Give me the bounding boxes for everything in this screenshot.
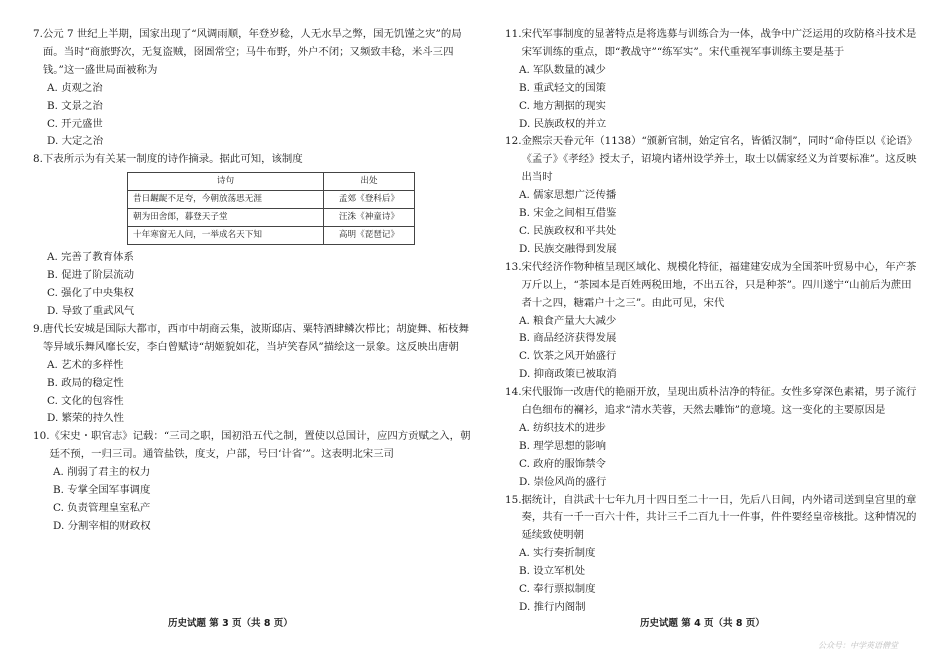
option-a: A. 粮食产量大大减少	[519, 314, 617, 327]
table-cell-source: 高明《琵琶记》	[324, 227, 415, 245]
question-stem: 公元 7 世纪上半期，国家出现了“风调雨顺，年登岁稔，人无水旱之弊，国无饥馑之灾”的局面。当时“商旅野次，无复盗贼，囹圄常空；马牛布野，外户不闭；又频致丰稔，米斗三四钱。”这一盛世局面被称为	[42, 28, 462, 76]
page-footer-left: 历史试题 第 3 页（共 8 页）	[168, 618, 293, 629]
left-page-column	[33, 26, 473, 536]
question-number: 8.	[33, 153, 43, 166]
option-c: C. 饮茶之风开始盛行	[519, 350, 617, 363]
question-stem: 唐代长安城是国际大都市，西市中胡商云集，波斯邸店、粟特酒肆鳞次栉比；胡旋舞、柘枝舞等异域乐舞风靡长安，李白曾赋诗“胡姬貌如花，当垆笑春风”描绘这一景象。这反映出唐朝	[42, 322, 469, 353]
column-header-poem: 诗句	[128, 173, 324, 191]
column-header-source: 出处	[324, 173, 415, 191]
question-stem: 宋代军事制度的显著特点是将选募与训练合为一体，战争中广泛运用的攻防格斗技术是宋军训练的重点，即“教战守”“练军实”。宋代重视军事训练主要是基于	[521, 28, 917, 58]
option-a: A. 军队数量的减少	[519, 63, 606, 76]
question-stem: 金熙宗天眷元年（1138）“颁新官制，始定官名，皆循汉制”，同时“命侍臣以《论语》《孟子》《孝经》授太子，诏境内诸州设学养士，取士以儒家经义为首要标准”。这反映出当时	[521, 135, 917, 184]
question-7	[33, 26, 473, 151]
question-number: 15.	[505, 493, 522, 506]
question-number: 7.	[33, 28, 43, 40]
option-c: C. 负责管理皇室私产	[53, 501, 151, 514]
question-number: 11.	[505, 28, 522, 40]
option-a: A. 贞观之治	[47, 81, 103, 94]
question-13	[505, 259, 917, 384]
question-12	[505, 133, 917, 258]
option-c: C. 开元盛世	[47, 117, 103, 130]
option-a: A. 艺术的多样性	[47, 358, 124, 371]
option-b: B. 设立军机处	[519, 565, 586, 578]
question-stem: 宋代服饰一改唐代的艳丽开放，呈现出质朴洁净的特征。女性多穿深色素裙，男子流行白色细布的襕衫，追求“清水芙蓉，天然去雕饰”的意境。这一变化的主要原因是	[521, 386, 917, 417]
table-row	[128, 209, 415, 227]
option-d: D. 民族政权的并立	[519, 117, 607, 130]
question-11	[505, 26, 917, 133]
poem-table	[127, 172, 415, 245]
option-d: D. 民族交融得到发展	[519, 242, 617, 255]
option-b: B. 宋金之间相互借鉴	[519, 207, 617, 220]
question-stem: 下表所示为有关某一制度的诗作摘录。据此可知，该制度	[42, 153, 303, 166]
option-b: B. 政局的稳定性	[47, 376, 124, 389]
table-cell-source: 汪洙《神童诗》	[324, 209, 415, 227]
right-page-column	[505, 26, 917, 617]
table-row	[128, 227, 415, 245]
option-b: B. 商品经济获得发展	[519, 332, 617, 345]
table-cell-poem: 朝为田舍郎，暮登天子堂	[128, 209, 324, 227]
option-d: D. 分割宰相的财政权	[53, 519, 151, 532]
option-c: C. 政府的服饰禁令	[519, 457, 606, 470]
question-number: 9.	[33, 322, 43, 335]
table-cell-poem: 昔日龌龊不足夸，今朝放荡思无涯	[128, 191, 324, 209]
option-a: A. 削弱了君主的权力	[53, 466, 151, 479]
option-a: A. 儒家思想广泛传播	[519, 189, 617, 202]
page-footer-right: 历史试题 第 4 页（共 8 页）	[640, 618, 765, 629]
option-a: A. 完善了教育体系	[47, 251, 134, 264]
question-14	[505, 384, 917, 491]
option-b: B. 促进了阶层流动	[47, 269, 134, 282]
option-c: C. 强化了中央集权	[47, 287, 134, 300]
option-d: D. 导致了重武风气	[47, 304, 135, 317]
watermark: 公众号：中学英语僧堂	[818, 641, 898, 650]
option-a: A. 实行奏折制度	[519, 547, 596, 560]
table-header-row	[128, 173, 415, 191]
option-b: B. 重武轻文的国策	[519, 81, 606, 94]
option-d: D. 崇俭风尚的盛行	[519, 475, 607, 488]
table-row	[128, 191, 415, 209]
option-b: B. 理学思想的影响	[519, 439, 606, 452]
option-b: B. 文景之治	[47, 99, 103, 112]
option-c: C. 文化的包容性	[47, 394, 124, 407]
option-d: D. 大定之治	[47, 135, 104, 148]
question-stem: 据统计，自洪武十七年九月十四日至二十一日，先后八日间，内外诸司送到皇宫里的章奏，共有一千一百六十件，共计三千二百九十一件事，件件要经皇帝核批。这种情况的延续致使明朝	[521, 493, 917, 542]
question-8	[33, 151, 473, 321]
question-15	[505, 492, 917, 617]
table-cell-source: 孟郊《登科后》	[324, 191, 415, 209]
option-d: D. 繁荣的持久性	[47, 412, 124, 425]
table-cell-poem: 十年寒窗无人问，一举成名天下知	[128, 227, 324, 245]
question-number: 13.	[505, 260, 522, 273]
question-10	[33, 428, 473, 535]
question-number: 10.	[33, 430, 50, 443]
question-stem: 宋代经济作物种植呈现区域化、规模化特征，福建建安成为全国茶叶贸易中心，年产茶万斤以上，“茶园本是百姓两税田地，不出五谷，只是种茶”。四川遂宁“山前后为蔗田者十之四，糖霜户十之三”。由此可见，宋代	[521, 260, 917, 309]
question-number: 14.	[505, 386, 522, 399]
option-b: B. 专掌全国军事调度	[53, 484, 151, 497]
option-d: D. 抑商政策已被取消	[519, 368, 617, 381]
option-a: A. 纺织技术的进步	[519, 421, 606, 434]
question-stem: 《宋史・职官志》记载：“三司之职，国初沿五代之制，置使以总国计，应四方贡赋之入，朝廷不预，一归三司。通管盐铁，度支，户部，号曰‘计省’”。这表明北宋三司	[49, 430, 471, 461]
question-9	[33, 321, 473, 428]
option-c: C. 民族政权和平共处	[519, 224, 617, 237]
question-number: 12.	[505, 135, 522, 148]
option-c: C. 奉行票拟制度	[519, 583, 596, 596]
option-c: C. 地方割据的现实	[519, 99, 606, 112]
option-d: D. 推行内阁制	[519, 601, 586, 613]
